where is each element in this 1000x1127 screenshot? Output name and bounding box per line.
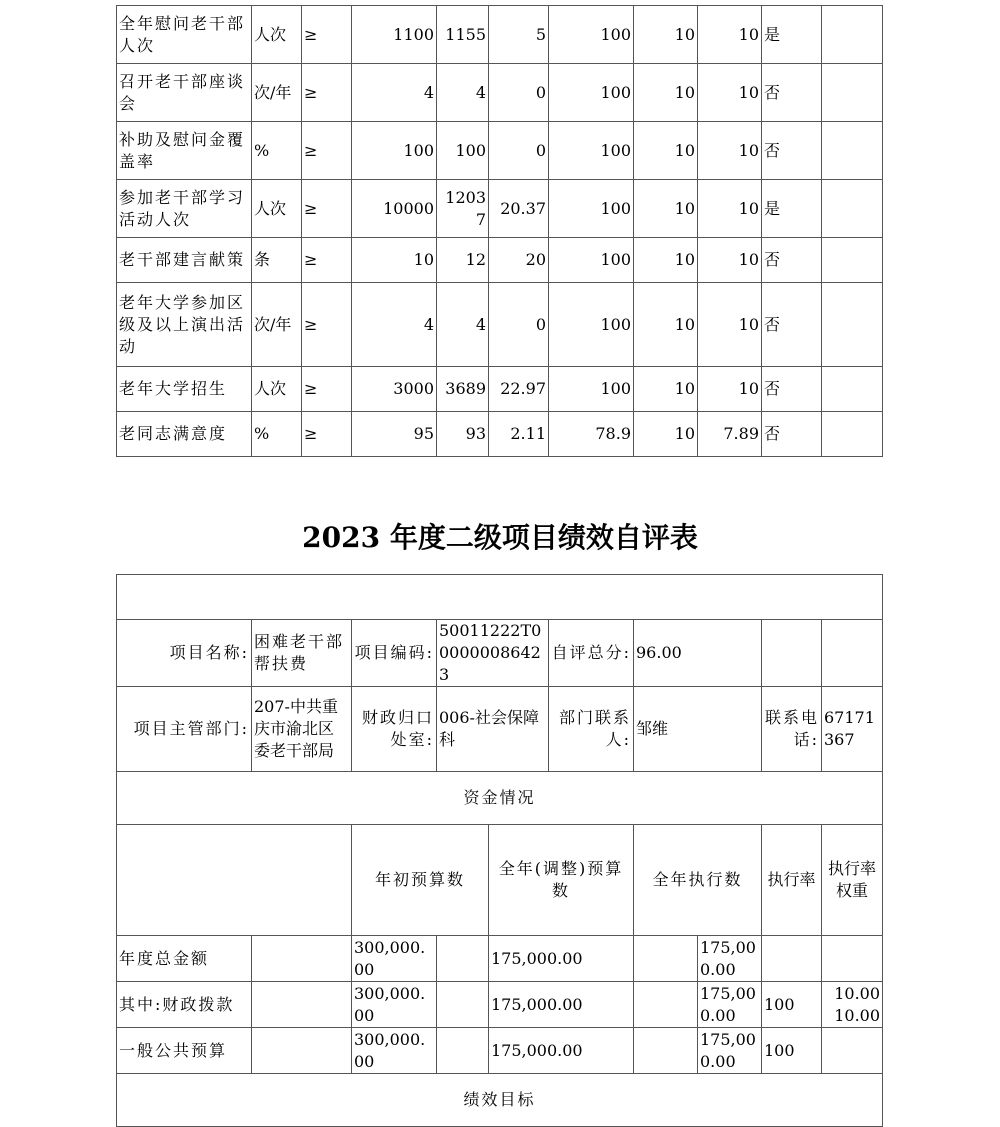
table-row — [117, 238, 883, 283]
indicator-note — [822, 412, 883, 457]
funds-section-label: 资金情况 — [117, 772, 883, 825]
contact-value: 邹维 — [634, 687, 762, 772]
indicator-deviation: 22.97 — [489, 367, 549, 412]
executed-header: 全年执行数 — [634, 825, 762, 936]
exec-rate-header: 执行率 — [762, 825, 822, 936]
indicator-flag: 否 — [762, 412, 822, 457]
indicator-note — [822, 180, 883, 238]
indicator-score: 10 — [698, 367, 762, 412]
indicator-name: 老干部建言献策 — [117, 238, 252, 283]
project-code-value: 50011222T000000086423 — [437, 620, 549, 687]
indicator-rate: 100 — [549, 180, 634, 238]
indicator-weight: 10 — [634, 412, 698, 457]
rate-weight-value — [822, 1028, 883, 1074]
indicator-target: 4 — [352, 64, 437, 122]
indicator-target: 10 — [352, 238, 437, 283]
table-row — [117, 982, 883, 1028]
indicator-actual: 12037 — [437, 180, 489, 238]
rate-weight-value — [822, 936, 883, 982]
indicator-note — [822, 283, 883, 367]
table-row — [117, 1028, 883, 1074]
table-row — [117, 772, 883, 825]
indicator-operator: ≥ — [302, 367, 352, 412]
indicator-flag: 否 — [762, 64, 822, 122]
indicator-target: 10000 — [352, 180, 437, 238]
empty-cell — [437, 936, 489, 982]
rate-weight-value — [822, 982, 883, 1028]
finance-office-label: 财政归口处室: — [352, 687, 437, 772]
indicator-score: 10 — [698, 64, 762, 122]
indicator-operator: ≥ — [302, 180, 352, 238]
initial-budget-value: 300,000.00 — [352, 1028, 437, 1074]
indicator-table — [116, 5, 883, 457]
empty-cell — [252, 1028, 352, 1074]
project-name-value: 困难老干部帮扶费 — [252, 620, 352, 687]
adjusted-budget-value: 175,000.00 — [489, 1028, 634, 1074]
self-score-label: 自评总分: — [549, 620, 634, 687]
indicator-target: 1100 — [352, 6, 437, 64]
indicator-weight: 10 — [634, 283, 698, 367]
adjusted-budget-header: 全年(调整)预算数 — [489, 825, 634, 936]
indicator-unit: % — [252, 412, 302, 457]
indicator-deviation: 5 — [489, 6, 549, 64]
indicator-flag: 是 — [762, 180, 822, 238]
indicator-weight: 10 — [634, 64, 698, 122]
indicator-unit: 条 — [252, 238, 302, 283]
indicator-score: 10 — [698, 180, 762, 238]
indicator-rate: 78.9 — [549, 412, 634, 457]
indicator-deviation: 2.11 — [489, 412, 549, 457]
initial-budget-value: 300,000.00 — [352, 936, 437, 982]
empty-cell — [634, 982, 698, 1028]
indicator-deviation: 20.37 — [489, 180, 549, 238]
empty-cell — [762, 620, 822, 687]
contact-label: 部门联系人: — [549, 687, 634, 772]
indicator-target: 4 — [352, 283, 437, 367]
indicator-operator: ≥ — [302, 64, 352, 122]
indicator-weight: 10 — [634, 6, 698, 64]
indicator-operator: ≥ — [302, 283, 352, 367]
indicator-operator: ≥ — [302, 122, 352, 180]
indicator-actual: 93 — [437, 412, 489, 457]
table-row — [117, 936, 883, 982]
empty-cell — [252, 982, 352, 1028]
indicator-actual: 100 — [437, 122, 489, 180]
indicator-note — [822, 367, 883, 412]
dept-label: 项目主管部门: — [117, 687, 252, 772]
indicator-deviation: 0 — [489, 283, 549, 367]
fund-row-label: 年度总金额 — [117, 936, 252, 982]
indicator-deviation: 20 — [489, 238, 549, 283]
executed-value: 175,000.00 — [698, 1028, 762, 1074]
table-row — [117, 1074, 883, 1127]
indicator-weight: 10 — [634, 238, 698, 283]
indicator-rate: 100 — [549, 64, 634, 122]
indicator-flag: 否 — [762, 367, 822, 412]
indicator-flag: 否 — [762, 283, 822, 367]
indicator-rate: 100 — [549, 238, 634, 283]
indicator-target: 100 — [352, 122, 437, 180]
indicator-note — [822, 6, 883, 64]
indicator-target: 3000 — [352, 367, 437, 412]
indicator-actual: 12 — [437, 238, 489, 283]
indicator-note — [822, 122, 883, 180]
evaluation-form-table — [116, 574, 883, 1127]
indicator-score: 10 — [698, 283, 762, 367]
indicator-rate: 100 — [549, 367, 634, 412]
indicator-unit: 人次 — [252, 180, 302, 238]
initial-budget-value: 300,000.00 — [352, 982, 437, 1028]
indicator-deviation: 0 — [489, 64, 549, 122]
table-row — [117, 122, 883, 180]
indicator-unit: % — [252, 122, 302, 180]
fund-row-label: 其中:财政拨款 — [117, 982, 252, 1028]
indicator-operator: ≥ — [302, 412, 352, 457]
table-row — [117, 412, 883, 457]
goals-section-label: 绩效目标 — [117, 1074, 883, 1127]
empty-cell — [117, 825, 352, 936]
indicator-flag: 是 — [762, 6, 822, 64]
empty-cell — [437, 982, 489, 1028]
exec-rate-value — [762, 936, 822, 982]
table-row — [117, 575, 883, 620]
indicator-name: 全年慰问老干部人次 — [117, 6, 252, 64]
indicator-rate: 100 — [549, 122, 634, 180]
exec-rate-value: 100 — [762, 1028, 822, 1074]
table-row — [117, 825, 883, 936]
indicator-unit: 次/年 — [252, 283, 302, 367]
indicator-name: 老年大学参加区级及以上演出活动 — [117, 283, 252, 367]
phone-label: 联系电话: — [762, 687, 822, 772]
indicator-name: 召开老干部座谈会 — [117, 64, 252, 122]
project-name-label: 项目名称: — [117, 620, 252, 687]
indicator-name: 补助及慰问金覆盖率 — [117, 122, 252, 180]
indicator-actual: 1155 — [437, 6, 489, 64]
rate-weight-text: 10.00 — [834, 983, 881, 1003]
indicator-score: 10 — [698, 6, 762, 64]
table-row — [117, 687, 883, 772]
indicator-actual: 4 — [437, 283, 489, 367]
indicator-weight: 10 — [634, 367, 698, 412]
table-row — [117, 283, 883, 367]
table-row — [117, 180, 883, 238]
indicator-actual: 4 — [437, 64, 489, 122]
indicator-rate: 100 — [549, 6, 634, 64]
indicator-rate: 100 — [549, 283, 634, 367]
executed-value: 175,000.00 — [698, 936, 762, 982]
indicator-unit: 人次 — [252, 6, 302, 64]
phone-value: 67171367 — [822, 687, 883, 772]
indicator-unit: 人次 — [252, 367, 302, 412]
empty-cell — [822, 620, 883, 687]
indicator-target: 95 — [352, 412, 437, 457]
empty-cell — [252, 936, 352, 982]
table-row — [117, 64, 883, 122]
self-score-value: 96.00 — [634, 620, 762, 687]
indicator-weight: 10 — [634, 180, 698, 238]
rate-score-text: 10.00 — [834, 1005, 881, 1025]
empty-cell — [634, 1028, 698, 1074]
dept-value: 207-中共重庆市渝北区委老干部局 — [252, 687, 352, 772]
project-code-label: 项目编码: — [352, 620, 437, 687]
indicator-name: 参加老干部学习活动人次 — [117, 180, 252, 238]
table-row — [117, 6, 883, 64]
indicator-flag: 否 — [762, 238, 822, 283]
executed-value: 175,000.00 — [698, 982, 762, 1028]
indicator-flag: 否 — [762, 122, 822, 180]
indicator-score: 10 — [698, 238, 762, 283]
initial-budget-header: 年初预算数 — [352, 825, 489, 936]
finance-office-value: 006-社会保障科 — [437, 687, 549, 772]
indicator-operator: ≥ — [302, 238, 352, 283]
empty-cell — [634, 936, 698, 982]
adjusted-budget-value: 175,000.00 — [489, 982, 634, 1028]
empty-cell — [437, 1028, 489, 1074]
table-row — [117, 367, 883, 412]
indicator-operator: ≥ — [302, 6, 352, 64]
indicator-score: 10 — [698, 122, 762, 180]
blank-header-cell — [117, 575, 883, 620]
indicator-actual: 3689 — [437, 367, 489, 412]
indicator-name: 老年大学招生 — [117, 367, 252, 412]
fund-row-label: 一般公共预算 — [117, 1028, 252, 1074]
indicator-score: 7.89 — [698, 412, 762, 457]
table-row — [117, 620, 883, 687]
page-title: 2023 年度二级项目绩效自评表 — [302, 521, 698, 554]
indicator-note — [822, 238, 883, 283]
indicator-weight: 10 — [634, 122, 698, 180]
adjusted-budget-value: 175,000.00 — [489, 936, 634, 982]
indicator-name: 老同志满意度 — [117, 412, 252, 457]
indicator-note — [822, 64, 883, 122]
indicator-unit: 次/年 — [252, 64, 302, 122]
indicator-deviation: 0 — [489, 122, 549, 180]
exec-rate-value: 100 — [762, 982, 822, 1028]
rate-weight-header: 执行率权重 — [822, 825, 883, 936]
